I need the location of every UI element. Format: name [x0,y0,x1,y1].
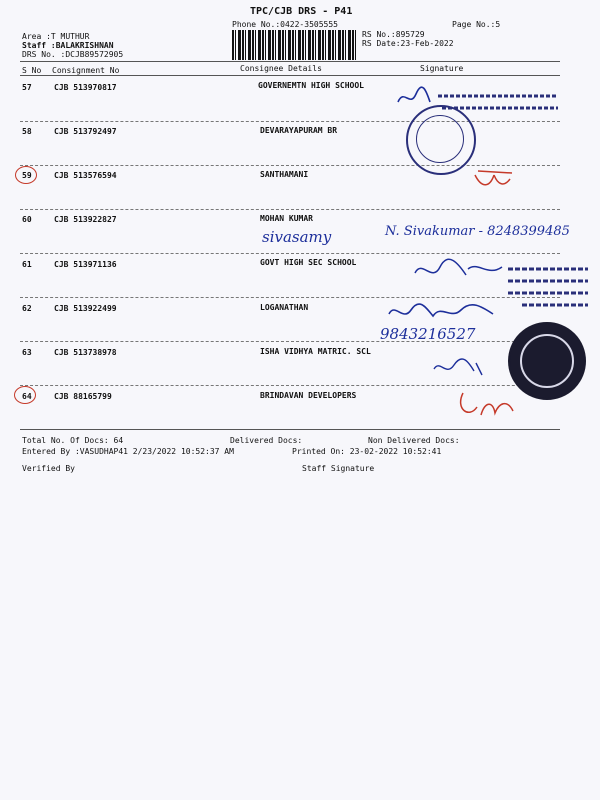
row-sno: 61 [22,260,32,269]
row-sno: 63 [22,348,32,357]
row-consignee: LOGANATHAN [260,303,309,312]
verified-by: Verified By [22,464,75,473]
row-consignment: CJB 513792497 [54,127,117,136]
area-label: Area :T MUTHUR [22,32,90,41]
rs-date: RS Date:23-Feb-2022 [362,39,454,48]
red-signature-64 [455,385,535,425]
handwritten-name: sivasamy [262,228,332,246]
row-consignee: BRINDAVAN DEVELOPERS [260,391,357,400]
school-seal-inner [416,115,464,163]
col-consignee: Consignee Details [240,64,322,73]
row-consignment: CJB 513738978 [54,348,117,357]
header-rule [20,61,560,62]
col-signature: Signature [420,64,464,73]
row-consignee: ISHA VIDHYA MATRIC. SCL [260,347,371,356]
row-consignee: DEVARAYAPURAM BR [260,126,338,135]
row-consignee: GOVERNEMTN HIGH SCHOOL [258,81,364,90]
row-sno: 59 [22,171,32,180]
signature-63 [430,355,490,380]
col-sno: S No [22,66,42,75]
row-sno: 57 [22,83,32,92]
row-consignment: CJB 513922827 [54,215,117,224]
row-consignment: CJB 88165799 [54,392,112,401]
row-consignment: CJB 513576594 [54,171,117,180]
handwritten-phone: 9843216527 [380,325,476,343]
page-number: Page No.:5 [452,20,501,29]
col-consignment: Consignment No [52,66,120,75]
printed-on: Printed On: 23-02-2022 10:52:41 [292,447,442,456]
row-divider [20,341,560,342]
header-rule-bottom [20,75,560,76]
table-bottom-rule [20,429,560,430]
delivered-docs: Delivered Docs: [230,436,303,445]
row-consignee: GOVT HIGH SEC SCHOOL [260,258,357,267]
entered-by: Entered By :VASUDHAP41 2/23/2022 10:52:37 AM [22,447,234,456]
row-sno: 58 [22,127,32,136]
row-divider [20,209,560,210]
row-sno: 62 [22,304,32,313]
tamil-handwriting-62 [385,300,525,325]
phone-number: Phone No.:0422-3505555 [232,20,338,29]
row-consignee: SANTHAMANI [260,170,309,179]
row-consignee: MOHAN KUMAR [260,214,313,223]
staff-signature: Staff Signature [302,464,375,473]
barcode [232,30,358,60]
row-consignment: CJB 513922499 [54,304,117,313]
handwritten-phone: N. Sivakumar - 8248399485 [385,224,570,239]
drs-number: DRS No. :DCJB89572905 [22,50,124,59]
staff-label: Staff :BALAKRISHNAN [22,41,114,50]
document-title: TPC/CJB DRS - P41 [250,6,353,17]
row-consignment: CJB 513971136 [54,260,117,269]
red-signature-59 [470,165,520,195]
round-seal-inner [520,334,574,388]
row-divider [20,253,560,254]
row-consignment: CJB 513970817 [54,83,117,92]
total-docs: Total No. Of Docs: 64 [22,436,124,445]
rs-number: RS No.:895729 [362,30,425,39]
row-sno: 64 [22,392,32,401]
row-sno: 60 [22,215,32,224]
non-delivered-docs: Non Delivered Docs: [368,436,460,445]
